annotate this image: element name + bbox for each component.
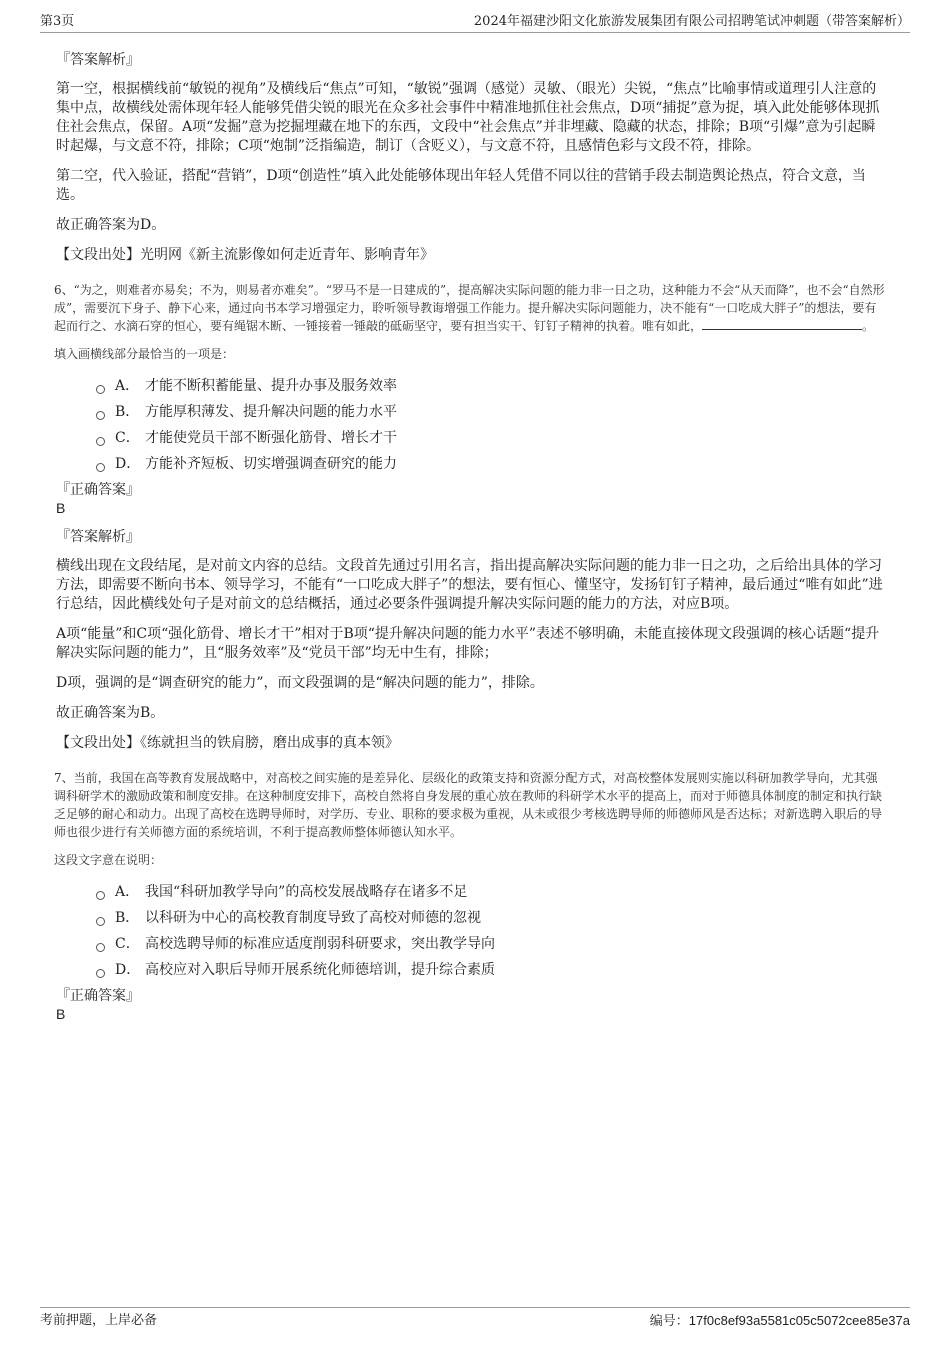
q7-answer: B (56, 1006, 66, 1022)
option-letter: A． (115, 378, 140, 394)
q7-option-d[interactable] (96, 961, 888, 979)
option-letter: D． (115, 962, 141, 978)
q6-option-a[interactable] (96, 377, 888, 395)
q6-source: 【文段出处】《练就担当的铁肩膀，磨出成事的真本领》 (56, 735, 399, 751)
code-value: 17f0c8ef93a5581c05c5072cee85e37a (688, 1313, 910, 1328)
code-label: 编号： (649, 1314, 689, 1329)
q5-analysis-paragraph: 第二空，代入验证，搭配“营销”，D项“创造性”填入此处能够体现出年轻人凭借不同以往的营销手段去制造舆论热点，符合文意，当选。 (56, 168, 866, 203)
q6-options (96, 377, 888, 473)
q6-option-c[interactable] (96, 429, 888, 447)
page-footer (40, 1307, 910, 1334)
option-text: 高校应对入职后导师开展系统化师德培训，提升综合素质 (145, 962, 495, 978)
option-letter: C． (115, 430, 140, 446)
q7-options (96, 883, 888, 979)
q6-analysis-paragraph: 故正确答案为B。 (56, 705, 165, 721)
option-letter: D． (115, 456, 141, 472)
footer-slogan: 考前押题，上岸必备 (40, 1313, 158, 1328)
radio-icon[interactable] (96, 917, 105, 926)
option-text: 才能使党员干部不断强化筋骨、增长才干 (145, 430, 397, 446)
q6-option-b[interactable] (96, 403, 888, 421)
radio-icon[interactable] (96, 891, 105, 900)
option-letter: B． (115, 910, 140, 926)
q7-option-a[interactable] (96, 883, 888, 901)
q6-analysis-paragraph: A项“能量”和C项“强化筋骨、增长才干”相对于B项“提升解决问题的能力水平”表述不够明确，未能直接体现文段强调的核心话题“提升解决实际问题的能力”，且“服务效率”及“党员干部”均无中生有，排除； (56, 626, 880, 661)
option-text: 方能补齐短板、切实增强调查研究的能力 (145, 456, 397, 472)
option-text: 才能不断积蓄能量、提升办事及服务效率 (145, 378, 397, 394)
footer-code (650, 1308, 910, 1335)
q6-stem (54, 281, 888, 335)
q7-stem: 7、当前，我国在高等教育发展战略中，对高校之间实施的是差异化、层级化的政策支持和资源分配方式，对高校整体发展则实施以科研加教学导向，尤其强调科研学术的激励政策和制度安排。在这种制度安排下，高校自然将自身发展的重心放在教师的科研学术水平的提高上，而对于师德具体制度的制定和执行缺乏足够的耐心和动力。出现了高校在选聘导师时，对学历、专业、职称的要求极为重视，从未或很少考核选聘导师的师德师风是否达标；对新选聘入职后的导师也很少进行有关师德方面的系统培训，不利于提高教师整体师德认知水平。 (54, 771, 883, 839)
q6-analysis-label: 『答案解析』 (56, 529, 140, 545)
q5-source: 【文段出处】光明网《新主流影像如何走近青年、影响青年》 (56, 247, 434, 263)
option-text: 方能厚积薄发、提升解决问题的能力水平 (145, 404, 397, 420)
q6-stem-end: 。 (862, 319, 875, 333)
q6-answer-label: 『正确答案』 (56, 482, 140, 498)
q6-analysis-paragraph: 横线出现在文段结尾，是对前文内容的总结。文段首先通过引用名言，指出提高解决实际问题的能力非一日之功，之后给出具体的学习方法，即需要不断向书本、领导学习，不能有“一口吃成大胖子”的想法，要有恒心、懂坚守，发扬钉钉子精神，最后通过“唯有如此”进行总结，因此横线处句子是对前文的总结概括，通过必要条件强调提升解决实际问题的能力的方法，对应B项。 (56, 558, 883, 612)
q5-analysis-paragraph: 故正确答案为D。 (56, 217, 166, 233)
page-content (56, 40, 888, 1023)
q6-stem-text: 6、“为之，则难者亦易矣；不为，则易者亦难矣”。“罗马不是一日建成的”，提高解决实际问题的能力非一日之功，这种能力不会“从天而降”，也不会“自然形成”，需要沉下身子、静下心来，通过向书本学习增强定力，聆听领导教诲增强工作能力。提升解决实际问题能力，决不能有“一口吃成大胖子”的想法，要有起而行之、水滴石穿的恒心，要有绳锯木断、一锤接着一锤敲的砥砺坚守，要有担当实干、钉钉子精神的执着。唯有如此， (54, 283, 885, 333)
option-text: 我国“科研加教学导向”的高校发展战略存在诸多不足 (145, 884, 468, 900)
radio-icon[interactable] (96, 385, 105, 394)
option-text: 高校选聘导师的标准应适度削弱科研要求，突出教学导向 (145, 936, 495, 952)
q5-analysis-paragraph: 第一空，根据横线前“敏锐的视角”及横线后“焦点”可知，“敏锐”强调（感觉）灵敏、（眼光）尖锐，“焦点”比喻事情或道理引人注意的集中点，故横线处需体现年轻人能够凭借尖锐的眼光在众多社会事件中精准地抓住社会焦点，D项“捕捉”意为捉，填入此处能够体现抓住社会焦点，保留。A项“发掘”意为挖掘埋藏在地下的东西，文段中“社会焦点”并非埋藏、隐藏的状态，排除；B项“引爆”意为引起瞬时起爆，与文意不符，排除；C项“炮制”泛指编造，制订（含贬义），与文意不符，且感情色彩与文段不符，排除。 (56, 81, 880, 154)
q5-analysis-label: 『答案解析』 (56, 52, 140, 68)
q7-answer-label: 『正确答案』 (56, 988, 140, 1004)
page-number: 第3页 (40, 14, 75, 29)
option-letter: C． (115, 936, 140, 952)
fill-blank (702, 317, 862, 330)
q6-analysis-paragraph: D项，强调的是“调查研究的能力”，而文段强调的是“解决问题的能力”，排除。 (56, 675, 544, 691)
radio-icon[interactable] (96, 437, 105, 446)
page-header (40, 12, 910, 33)
radio-icon[interactable] (96, 943, 105, 952)
q7-option-b[interactable] (96, 909, 888, 927)
option-letter: A． (115, 884, 140, 900)
q7-option-c[interactable] (96, 935, 888, 953)
radio-icon[interactable] (96, 463, 105, 472)
q6-answer: B (56, 500, 66, 516)
radio-icon[interactable] (96, 411, 105, 420)
option-text: 以科研为中心的高校教育制度导致了高校对师德的忽视 (145, 910, 481, 926)
radio-icon[interactable] (96, 969, 105, 978)
document-title: 2024年福建沙阳文化旅游发展集团有限公司招聘笔试冲刺题（带答案解析） (473, 14, 910, 29)
q6-prompt: 填入画横线部分最恰当的一项是： (54, 347, 235, 361)
q6-option-d[interactable] (96, 455, 888, 473)
q7-prompt: 这段文字意在说明： (54, 853, 163, 867)
option-letter: B． (115, 404, 140, 420)
